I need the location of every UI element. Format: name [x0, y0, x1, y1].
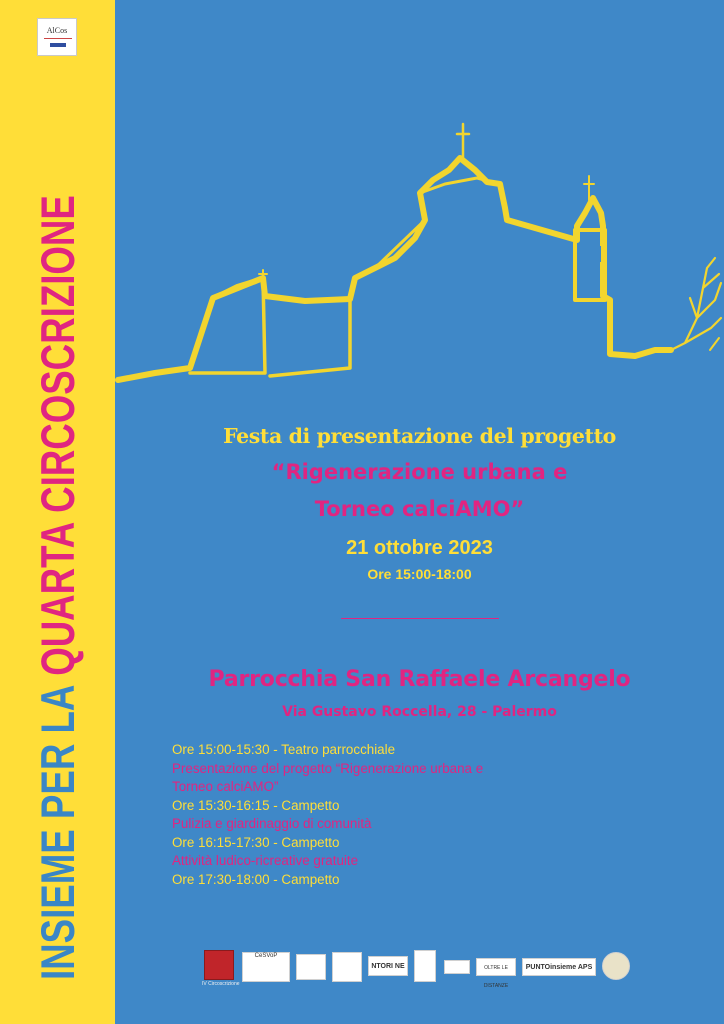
side-title-part2: QUARTA [31, 512, 84, 676]
side-title [28, 195, 88, 980]
side-title-part3: CIRCOSCRIZIONE [31, 195, 84, 513]
venue-address: Via Gustavo Roccella, 28 - Palermo [282, 704, 557, 720]
event-heading: Festa di presentazione del progetto [223, 424, 616, 448]
event-date: 21 ottobre 2023 [346, 537, 493, 559]
program-schedule [172, 741, 483, 889]
program-line: Ore 16:15-17:30 - Campetto [172, 834, 340, 850]
sponsor-logo: CeSVoP [242, 952, 290, 982]
project-title-line1: “Rigenerazione urbana e [271, 460, 568, 484]
program-line: Ore 17:30-18:00 - Campetto [172, 871, 340, 887]
alcos-logo [37, 18, 77, 56]
logo-bar [50, 43, 66, 47]
event-hours: Ore 15:00-18:00 [367, 566, 472, 582]
sponsor-logo [296, 954, 326, 980]
logo-line [44, 38, 72, 39]
logo-text: AlCos [46, 26, 68, 35]
sponsor-logo: PUNTOinsieme APS [522, 958, 596, 976]
program-line: Torneo calciAMO” [172, 779, 279, 794]
side-title-part1: INSIEME PER LA [31, 675, 84, 980]
program-line: Pulizia e giardinaggio di comunità [172, 816, 372, 831]
program-line: Presentazione del progetto “Rigenerazione urbana e [172, 760, 484, 776]
program-line: Ore 15:00-15:30 - Teatro parrocchiale [172, 742, 396, 757]
divider-line [341, 618, 499, 619]
sponsor-caption: IV Circoscrizione [202, 981, 240, 987]
church-skyline-illustration [115, 118, 724, 390]
sponsor-logo: OLTRE LE DISTANZE [476, 958, 516, 976]
side-band [0, 0, 115, 1024]
project-title-line2: Torneo calciAMO” [314, 497, 525, 521]
venue-name: Parrocchia San Raffaele Arcangelo [208, 667, 631, 692]
sponsor-logo [444, 960, 470, 974]
sponsor-logo [332, 952, 362, 982]
program-line: Attività ludico-ricreative gratuite [172, 853, 359, 868]
sponsor-logo [602, 952, 630, 980]
sponsor-logo: NTORI NE [368, 956, 408, 976]
sponsor-logo [414, 950, 436, 982]
program-line: Ore 15:30-16:15 - Campetto [172, 797, 340, 813]
comune-crest-logo [204, 950, 234, 980]
